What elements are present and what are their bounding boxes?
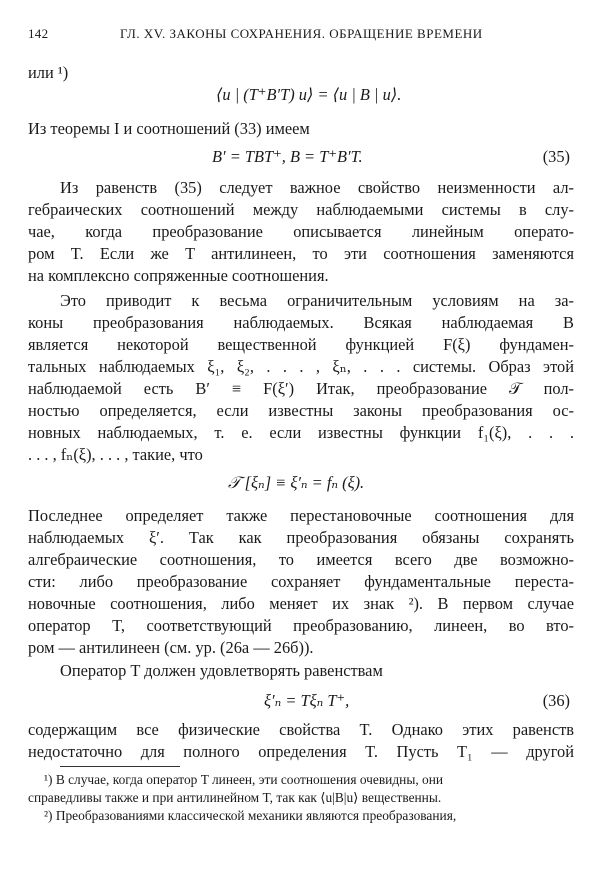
text-line: или ¹)	[28, 63, 69, 82]
equation-transform: 𝒯 [ξₙ] ≡ ξ′ₙ = fₙ (ξ).	[228, 473, 365, 492]
paragraph-3-line-3: алгебраические соотношения, то имеется всего две возможно-	[28, 550, 574, 569]
equation-number-35: (35)	[542, 147, 570, 166]
paragraph-3-line-4: сти: либо преобразование сохраняет фундаментальные переста-	[28, 572, 574, 591]
paragraph-3-line-2: наблюдаемых ξ′. Так как преобразования обязаны сохранять	[28, 528, 574, 547]
paragraph-3-line-1: Последнее определяет также перестановочные соотношения для	[28, 506, 574, 525]
paragraph-1-line-4: ром T. Если же T антилинеен, то эти соотношения заменяются	[28, 244, 574, 263]
paragraph-4-line-2: недостаточно для полного определения T. Пусть T₁ — другой	[28, 742, 574, 761]
paragraph-1-line-5: на комплексно сопряженные соотношения.	[28, 266, 329, 285]
paragraph-4-line-1: содержащим все физические свойства T. Однако этих равенств	[28, 720, 574, 739]
paragraph-3-line-7: ром — антилинеен (см. ур. (26а — 26б)).	[28, 638, 314, 657]
paragraph-2-line-4: тальных наблюдаемых ξ₁, ξ₂, . . . , ξₙ, . . . системы. Образ этой	[28, 357, 574, 376]
paragraph-2-line-8: . . . , fₙ(ξ), . . . , такие, что	[28, 445, 203, 464]
text-line: Из теоремы I и соотношений (33) имеем	[28, 119, 310, 138]
paragraph-1-line-3: чае, когда преобразование описывается линейным операто-	[28, 222, 574, 241]
paragraph-1-line-2: гебраических соотношений между наблюдаемыми системы в слу-	[28, 200, 574, 219]
paragraph-2-line-7: новных наблюдаемых, т. е. если известны функции f₁(ξ), . . .	[28, 423, 574, 442]
paragraph-2-line-3: является некоторой вещественной функцией F(ξ) фундамен-	[28, 335, 574, 354]
equation-number-36: (36)	[542, 691, 570, 710]
page-number: 142	[28, 26, 49, 41]
running-title: ГЛ. XV. ЗАКОНЫ СОХРАНЕНИЯ. ОБРАЩЕНИЕ ВРЕМЕНИ	[120, 26, 483, 41]
footnote-1-line-2: справедливы также и при антилинейном T, так как ⟨u|B|u⟩ вещественны.	[28, 790, 442, 805]
equation-34: ⟨u | (T⁺B′T) u⟩ = ⟨u | B | u⟩.	[216, 85, 402, 104]
paragraph-2-line-2: коны преобразования наблюдаемых. Всякая наблюдаемая B	[28, 313, 574, 332]
text-line-operator: Оператор T должен удовлетворять равенствам	[60, 661, 383, 680]
footnote-1-line-1: ¹) В случае, когда оператор T линеен, эти соотношения очевидны, они	[44, 772, 444, 787]
paragraph-2-line-6: ностью определяется, если известны законы преобразования ос-	[28, 401, 574, 420]
paragraph-2-line-5: наблюдаемой есть B′ ≡ F(ξ′) Итак, преобразование 𝒯 пол-	[28, 379, 574, 398]
footnote-2-line-1: ²) Преобразованиями классической механики являются преобразования,	[44, 808, 457, 823]
paragraph-2-line-1: Это приводит к весьма ограничительным условиям на за-	[60, 291, 574, 310]
equation-35: B′ = TBT⁺, B = T⁺B′T.	[212, 147, 363, 166]
paragraph-3-line-6: оператор T, соответствующий преобразованию, линеен, во вто-	[28, 616, 574, 635]
footnote-rule	[60, 766, 180, 767]
paragraph-1-line-1: Из равенств (35) следует важное свойство неизменности ал-	[60, 178, 574, 197]
running-header	[28, 26, 576, 46]
equation-36: ξ′ₙ = Tξₙ T⁺,	[264, 691, 350, 710]
paragraph-3-line-5: новочные соотношения, либо меняет их знак ²). В первом случае	[28, 594, 574, 613]
